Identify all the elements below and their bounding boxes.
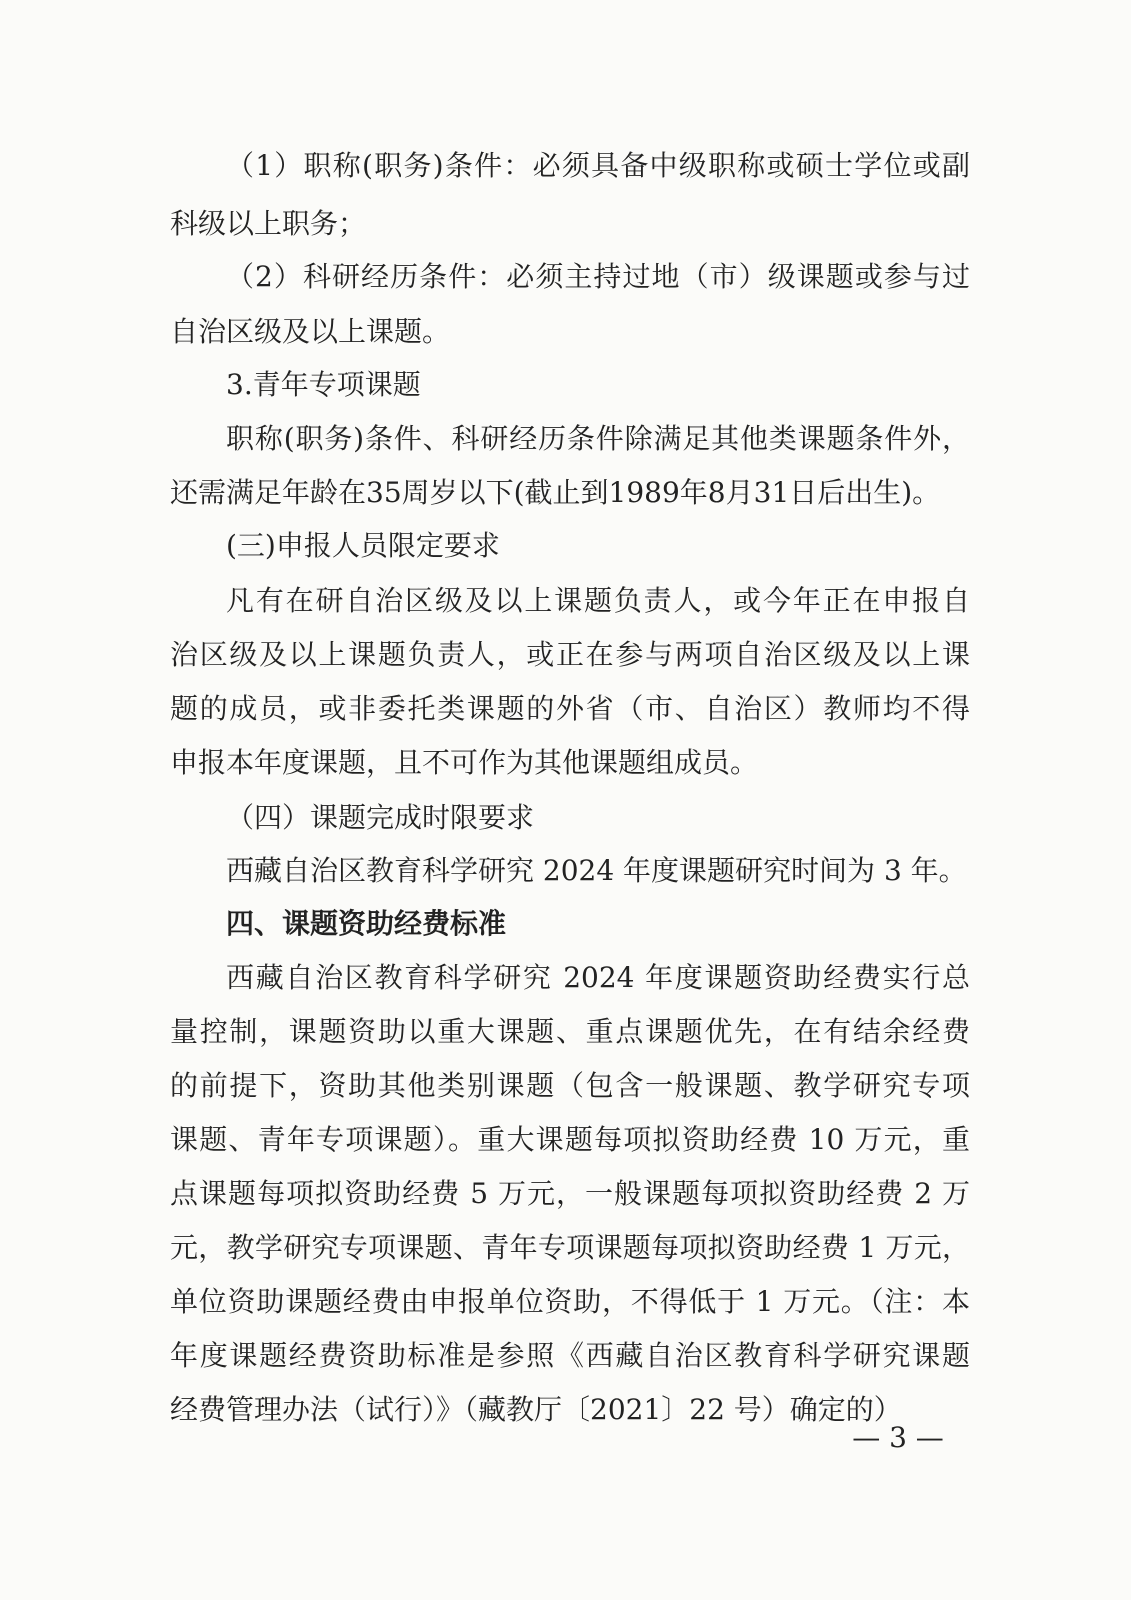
paragraph-line: 经费管理办法（试行）》（藏教厅〔2021〕22 号）确定的）	[170, 1393, 902, 1426]
page-number: — 3 —	[852, 1421, 944, 1454]
subheading-youth-project: 3.青年专项课题	[226, 368, 421, 401]
paragraph-line: 课题、青年专项课题）。重大课题每项拟资助经费 10 万元，重	[170, 1123, 970, 1156]
paragraph-line: 治区级及以上课题负责人，或正在参与两项自治区级及以上课	[170, 638, 970, 671]
paragraph-line: 西藏自治区教育科学研究 2024 年度课题资助经费实行总	[226, 961, 970, 994]
paragraph-line: 量控制，课题资助以重大课题、重点课题优先，在有结余经费	[170, 1015, 970, 1048]
paragraph-line: 题的成员，或非委托类课题的外省（市、自治区）教师均不得	[170, 692, 970, 725]
paragraph-line: 职称(职务)条件、科研经历条件除满足其他类课题条件外，	[226, 422, 970, 455]
paragraph-line: 申报本年度课题，且不可作为其他课题组成员。	[170, 746, 759, 779]
paragraph-title-condition-line: （1）职称(职务)条件：必须具备中级职称或硕士学位或副	[226, 149, 970, 182]
paragraph-line: 科级以上职务；	[170, 207, 367, 240]
paragraph-research-condition-line: （2）科研经历条件：必须主持过地（市）级课题或参与过	[226, 260, 970, 293]
paragraph-line: 单位资助课题经费由申报单位资助，不得低于 1 万元。（注：本	[170, 1285, 970, 1318]
paragraph-line: 的前提下，资助其他类别课题（包含一般课题、教学研究专项	[170, 1069, 970, 1102]
paragraph-line: 点课题每项拟资助经费 5 万元，一般课题每项拟资助经费 2 万	[170, 1177, 970, 1210]
paragraph-line: 自治区级及以上课题。	[170, 315, 451, 348]
paragraph-line: 年度课题经费资助标准是参照《西藏自治区教育科学研究课题	[170, 1339, 970, 1372]
section-heading-funding-standard: 四、课题资助经费标准	[226, 907, 507, 940]
subheading-applicant-restrictions: (三)申报人员限定要求	[226, 529, 500, 562]
paragraph-line: 凡有在研自治区级及以上课题负责人，或今年正在申报自	[226, 584, 970, 617]
subheading-completion-time: （四）课题完成时限要求	[226, 801, 535, 834]
paragraph-line: 还需满足年龄在35周岁以下(截止到1989年8月31日后出生)。	[170, 476, 941, 509]
paragraph-line: 西藏自治区教育科学研究 2024 年度课题研究时间为 3 年。	[226, 854, 967, 887]
paragraph-line: 元，教学研究专项课题、青年专项课题每项拟资助经费 1 万元，	[170, 1231, 970, 1264]
